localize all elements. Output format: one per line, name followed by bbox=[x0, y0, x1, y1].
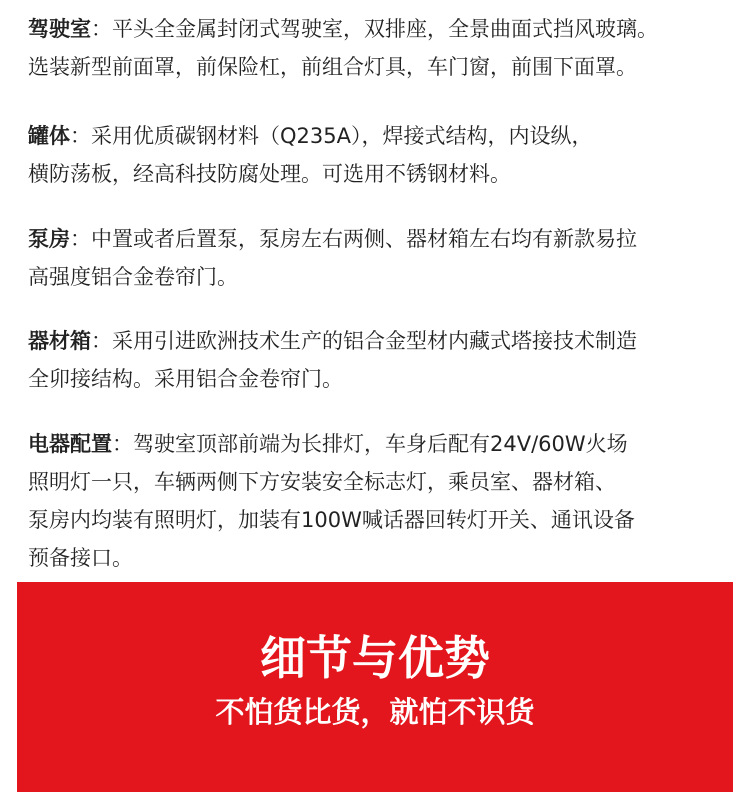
section-line bbox=[28, 322, 637, 360]
section-line: 照明灯一只，车辆两侧下方安装安全标志灯，乘员室、器材箱、 bbox=[28, 470, 616, 494]
banner-title: 细节与优势 bbox=[260, 631, 490, 685]
section-text: ：采用引进欧洲技术生产的铝合金型材内藏式塔接技术制造 bbox=[91, 329, 637, 353]
section-text: ：平头全金属封闭式驾驶室，双排座，全景曲面式挡风玻璃。 bbox=[91, 17, 658, 41]
section-line bbox=[28, 220, 637, 258]
section-label: 器材箱 bbox=[28, 329, 91, 353]
section-line bbox=[28, 10, 658, 48]
section-label: 驾驶室 bbox=[28, 17, 91, 41]
section-line: 选装新型前面罩，前保险杠，前组合灯具，车门窗，前围下面罩。 bbox=[28, 55, 637, 79]
banner-subtitle: 不怕货比货，就怕不识货 bbox=[215, 695, 535, 729]
section-line: 高强度铝合金卷帘门。 bbox=[28, 265, 238, 289]
section-equipment-box bbox=[28, 322, 637, 398]
section-line: 预备接口。 bbox=[28, 546, 133, 570]
section-label: 泵房 bbox=[28, 227, 70, 251]
section-line: 全卯接结构。采用铝合金卷帘门。 bbox=[28, 367, 343, 391]
section-text: ：驾驶室顶部前端为长排灯，车身后配有24V/60W火场 bbox=[112, 432, 628, 456]
section-line: 横防荡板，经高科技防腐处理。可选用不锈钢材料。 bbox=[28, 162, 511, 186]
section-label: 电器配置 bbox=[28, 432, 112, 456]
details-banner bbox=[17, 582, 733, 792]
section-pump-room bbox=[28, 220, 637, 296]
section-cab bbox=[28, 10, 658, 86]
section-line: 泵房内均装有照明灯，加装有100W喊话器回转灯开关、通讯设备 bbox=[28, 508, 635, 532]
section-text: ：中置或者后置泵，泵房左右两侧、器材箱左右均有新款易拉 bbox=[70, 227, 637, 251]
section-line bbox=[28, 425, 635, 463]
section-line bbox=[28, 117, 592, 155]
section-electrical bbox=[28, 425, 635, 577]
section-text: ：采用优质碳钢材料（Q235A），焊接式结构，内设纵， bbox=[70, 124, 593, 148]
section-tank bbox=[28, 117, 592, 193]
section-label: 罐体 bbox=[28, 124, 70, 148]
